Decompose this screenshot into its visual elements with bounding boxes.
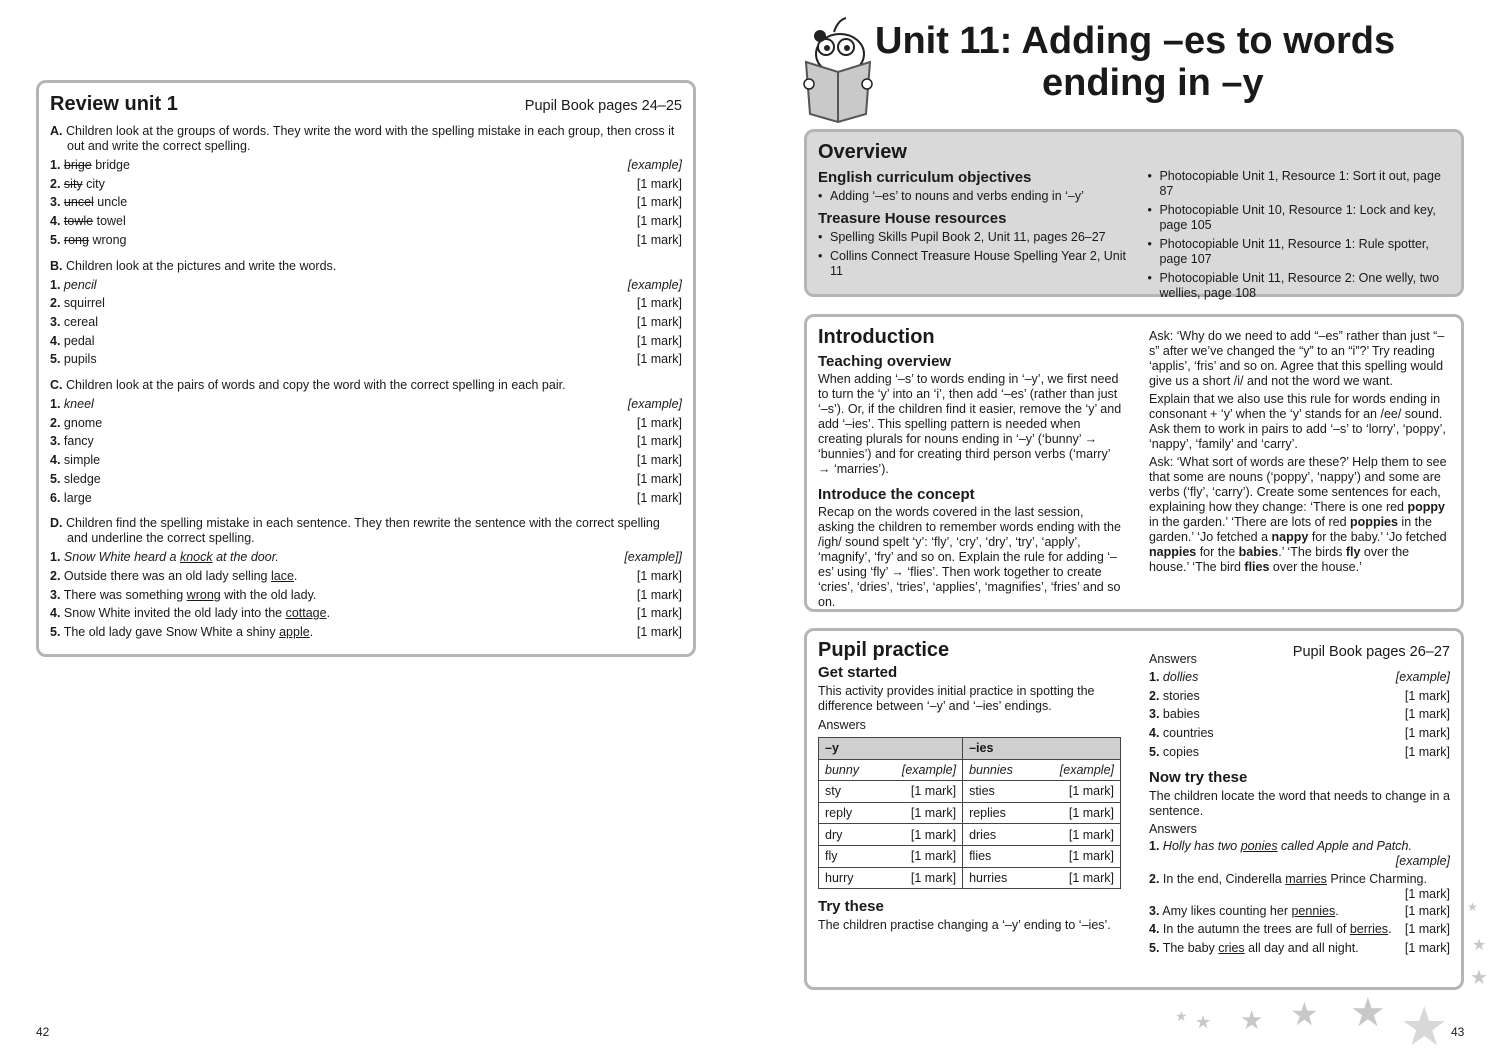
page-number-right: 43 [1451,1025,1465,1039]
now-try-these-text: The children locate the word that needs to change in a sentence. [1149,788,1450,818]
get-started-text: This activity provides initial practice in spotting the difference between ‘–y’ and ‘–ies’ endings. [818,684,1095,713]
overview-title: Overview [818,141,907,163]
table-header-row [819,738,1121,760]
list-item: 1. kneel [example] [50,397,682,412]
section-a-instruction: A. Children look at the groups of words. They write the word with the spelling mistake in each group, then cross it out and write the correct spelling. [50,124,675,153]
list-item: 1. brige bridge [example] [50,158,682,172]
get-started-title: Get started [818,664,898,681]
resources-title: Treasure House resources [818,210,1007,227]
review-header [50,93,682,116]
list-item: • Adding ‘–es’ to nouns and verbs ending in ‘–y’ [818,189,1127,204]
ask-paragraph-2: Ask: ‘What sort of words are these?’ Help them to see that some are nouns (‘poppy’, ‘nappy’) and some are verbs (‘fly’, ‘carry’). Create some sentences for each, explaining how they change: ‘There is one red poppy in the garden.’ ‘There are lots of red poppies in the garden.’ ‘Jo fetched a nappy for the baby.’ ‘Jo fetched nappies for the babies.’ ‘The birds fly over the house.’ ‘The bird flies over the house.’ [1148,455,1447,574]
table-row: fly [1 mark] flies [1 mark] [819,845,1121,867]
list-item: • Collins Connect Treasure House Spelling Year 2, Unit 11 [818,249,1127,279]
list-item: 2. gnome [1 mark] [50,415,682,430]
list-item: 6. large [1 mark] [50,490,682,505]
list-item: 5. rong wrong [1 mark] [50,232,682,247]
star-icon: ★ [1472,937,1487,954]
mascot-reading-icon [800,14,875,126]
unit-title [875,20,1395,104]
list-item: 2. squirrel [1 mark] [50,296,682,311]
teaching-overview-text: When adding ‘–s’ to words ending in ‘–y’, we first need to turn the ‘y’ into an ‘i’, then add ‘–es’ (rather than just ‘–s’). Or, if the children find it easier, remove the ‘y’ and add ‘–ies’. This spelling pattern is needed when creating plurals for nouns ending in ‘–y’ (‘bunny’ → ‘bunnies’) and for creating third person verbs (‘marry’ → ‘marries’). [818,372,1122,476]
list-item: 2. sity city [1 mark] [50,176,682,191]
section-c-list [50,395,682,507]
curriculum-objectives-list [818,189,1127,204]
star-icon: ★ [1350,991,1386,1035]
list-item: 5. The old lady gave Snow White a shiny apple. [1 mark] [50,625,682,640]
now-try-these-title: Now try these [1149,768,1248,786]
practice-title: Pupil practice [818,639,950,661]
list-item: 5. pupils [1 mark] [50,352,682,367]
section-d-list [50,548,682,642]
list-item: 5. copies [1 mark] [1149,744,1450,759]
list-item: 5. sledge [1 mark] [50,471,682,486]
star-icon: ★ [1467,900,1478,914]
resources-list [818,230,1127,279]
star-icon: ★ [1290,996,1319,1032]
practice-pages: Pupil Book pages 26–27 [1292,644,1450,660]
list-item: 3. babies [1 mark] [1149,707,1450,722]
unit-label: Unit 11: [875,20,1013,62]
list-item: 4. Snow White invited the old lady into the cottage. [1 mark] [50,606,682,621]
list-item: 4. towle towel [1 mark] [50,214,682,229]
review-pages: Pupil Book pages 24–25 [524,98,682,114]
list-item: 1. Snow White heard a knock at the door. [example]] [50,550,682,565]
teaching-overview-title: Teaching overview [818,353,952,370]
star-icon: ★ [1470,967,1488,989]
list-item: 2. stories [1 mark] [1149,688,1450,703]
list-item: • Spelling Skills Pupil Book 2, Unit 11, pages 26–27 [818,230,1127,245]
introduction-box [804,314,1464,612]
list-item: 3. cereal [1 mark] [50,314,682,329]
review-unit-box [36,80,696,657]
unit-title-line-2: ending in –y [1042,62,1264,104]
answers-table [818,737,1121,889]
list-item: 3. fancy [1 mark] [50,434,682,449]
ask-paragraph-1: Ask: ‘Why do we need to add “–es” rather than just “–s” after we’ve changed the “y” to an “i”?’ Try reading ‘applis’, ‘fris’ and so on. Agree that this spelling would give us a short /i/ and not the word we want. [1148,329,1445,388]
explain-paragraph: Explain that we also use this rule for words ending in consonant + ‘y’ when the ‘y’ stands for an /ee/ sound. Ask them to work in pairs to add ‘–s’ to ‘lorry’, ‘poppy’, ‘nappy’, ‘family’ and ‘carry’. [1148,392,1446,451]
list-item: • Photocopiable Unit 11, Resource 2: One welly, two wellies, page 108 [1147,271,1450,301]
unit-title-line-1: Adding –es to words [1021,20,1396,62]
list-item: 4. pedal [1 mark] [50,333,682,348]
list-item-mark: [1 mark] [1404,886,1450,901]
curriculum-objectives-title: English curriculum objectives [818,169,1032,186]
star-icon: ★ [1175,1008,1188,1024]
list-item: 2. In the end, Cinderella marries Prince Charming. [1149,871,1427,886]
list-item-mark: [example] [1395,853,1450,868]
photocopiable-list [1147,169,1450,301]
star-icon: ★ [1400,997,1449,1057]
section-a-list [50,156,682,250]
list-item: 5. The baby cries all day and all night. [1 mark] [1149,940,1450,955]
try-these-text: The children practise changing a ‘–y’ ending to ‘–ies’. [818,918,1111,933]
list-item: 1. pencil [example] [50,277,682,292]
review-title: Review unit 1 [50,93,178,115]
pupil-practice-box [804,628,1464,990]
table-row: hurry [1 mark] hurries [1 mark] [819,867,1121,889]
list-item: 2. Outside there was an old lady selling lace. [1 mark] [50,568,682,583]
star-icon: ★ [1240,1005,1264,1035]
answers-label: Answers [818,718,866,732]
table-row: sty [1 mark] sties [1 mark] [819,781,1121,803]
table-header-cell: –ies [963,738,1121,760]
try-these-title: Try these [818,898,884,916]
list-item: • Photocopiable Unit 11, Resource 1: Rule spotter, page 107 [1147,237,1450,267]
list-item: 3. Amy likes counting her pennies. [1 mark] [1149,903,1450,918]
list-item: 1. dollies [example] [1149,670,1450,684]
list-item: 4. simple [1 mark] [50,453,682,468]
overview-box [804,129,1464,300]
table-row: dry [1 mark] dries [1 mark] [819,824,1121,846]
list-item: • Photocopiable Unit 1, Resource 1: Sort it out, page 87 [1147,169,1450,199]
table-header-cell: –y [819,738,963,760]
page-number-left: 42 [36,1025,50,1039]
answers-label-3: Answers [1149,821,1197,836]
table-row: reply [1 mark] replies [1 mark] [819,802,1121,824]
section-b-instruction: B. Children look at the pictures and write the words. [50,258,337,273]
section-b-list [50,276,682,370]
section-d-instruction: D. Children find the spelling mistake in each sentence. They then rewrite the sentence with the correct spelling and underline the correct spelling. [50,516,660,546]
section-c-instruction: C. Children look at the pairs of words and copy the word with the correct spelling in each pair. [50,378,566,393]
table-row: bunny [example] bunnies [example] [819,759,1121,781]
list-item: 4. countries [1 mark] [1149,726,1450,741]
introduce-concept-title: Introduce the concept [818,486,975,503]
star-icon: ★ [1195,1012,1212,1032]
list-item: • Photocopiable Unit 10, Resource 1: Lock and key, page 105 [1147,203,1450,233]
list-item: 3. There was something wrong with the old lady. [1 mark] [50,587,682,602]
list-item: 4. In the autumn the trees are full of berries. [1 mark] [1149,922,1450,937]
list-item: 3. uncel uncle [1 mark] [50,195,682,210]
list-item: 1. Holly has two ponies called Apple and Patch. [1149,838,1412,853]
introduce-concept-text: Recap on the words covered in the last session, asking the children to remember words ending with the /igh/ sound spelt ‘y’: ‘fly’, ‘cry’, ‘dry’, ‘try’, ‘apply’, ‘magnify’, ‘fry’ and so on. Explain the rule for adding ‘–es’ using ‘fly’ → ‘flies’. Then work together to create ‘cries’, ‘dries’, ‘tries’, ‘applies’, ‘magnifies’, ‘fries’ and so on. [818,505,1121,609]
answers-label-2: Answers [1149,652,1197,666]
introduction-title: Introduction [818,326,935,348]
